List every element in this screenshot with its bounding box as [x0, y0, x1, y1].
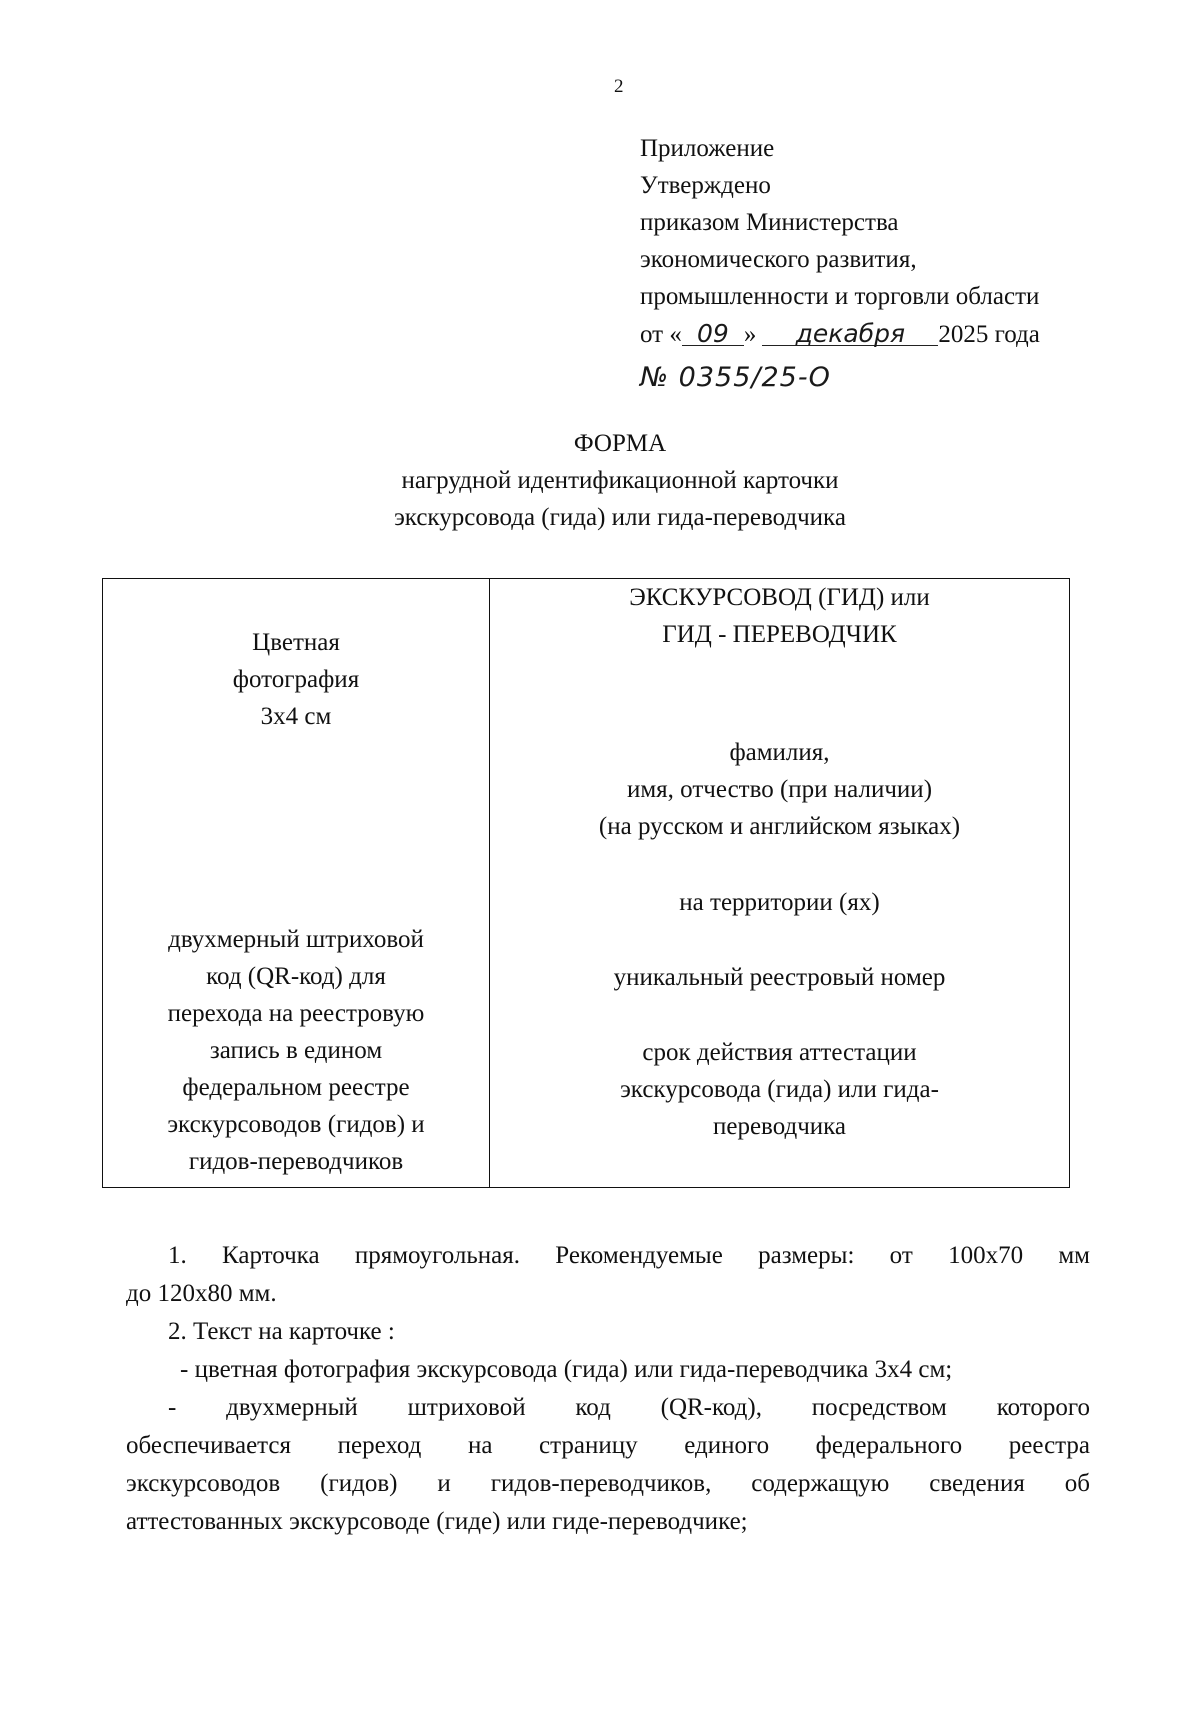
id-card-table: [102, 578, 1070, 1188]
qr-label: экскурсоводов (гидов) и: [167, 1111, 425, 1138]
appendix-line: приказом Министерства: [640, 209, 899, 236]
territory-field: на территории (ях): [679, 889, 880, 916]
qr-label: двухмерный штриховой: [168, 926, 424, 953]
fio-label: фамилия,: [729, 739, 830, 766]
validity-label: переводчика: [712, 1113, 847, 1140]
photo-label: Цветная: [252, 629, 340, 656]
date-prefix: от «: [640, 321, 682, 348]
appendix-line: экономического развития,: [640, 246, 917, 273]
qr-label: федеральном реестре: [182, 1074, 410, 1101]
paragraph-4-line: аттестованных экскурсоводе (гиде) или гиде-переводчике;: [126, 1508, 748, 1535]
date-year: 2025 года: [938, 321, 1040, 348]
fio-label: (на русском и английском языках): [598, 813, 961, 840]
fio-label: имя, отчество (при наличии): [626, 776, 933, 803]
date-mid: »: [743, 321, 757, 348]
card-heading: [490, 579, 1069, 653]
paragraph-3: - цветная фотография экскурсовода (гида) или гида-переводчика 3х4 см;: [180, 1356, 953, 1383]
qr-label: запись в едином: [209, 1037, 383, 1064]
card-right-column: [490, 579, 1069, 1187]
photo-label: фотография: [232, 666, 360, 693]
body-text: [126, 1237, 1090, 1541]
validity-label: срок действия аттестации: [642, 1039, 917, 1066]
card-heading-line: ЭКСКУРСОВОД (ГИД) или: [629, 584, 930, 611]
form-title-subtitle: нагрудной идентификационной карточки: [401, 467, 839, 494]
paragraph-4-line: экскурсоводов (гидов) и гидов-переводчиков, содержащую сведения об: [126, 1470, 1090, 1497]
appendix-line: Приложение: [640, 135, 775, 162]
full-name-field: [490, 734, 1069, 845]
validity-field: [490, 1034, 1069, 1145]
appendix-block: [640, 130, 1040, 396]
form-title: [0, 425, 1200, 536]
order-date-line: [640, 315, 1040, 353]
page-number: 2: [614, 76, 624, 97]
form-title-subtitle: экскурсовода (гида) или гида-переводчика: [394, 504, 846, 531]
card-left-column: [103, 579, 490, 1187]
validity-label: экскурсовода (гида) или гида-: [620, 1076, 939, 1103]
handwritten-order-number: № 0355/25-О: [640, 362, 831, 393]
appendix-line: промышленности и торговли области: [640, 283, 1040, 310]
paragraph-1-line: 1. Карточка прямоугольная. Рекомендуемые размеры: от 100х70 мм: [168, 1242, 1090, 1269]
paragraph-2: 2. Текст на карточке :: [168, 1318, 395, 1345]
card-heading-line: ГИД - ПЕРЕВОДЧИК: [662, 621, 897, 648]
photo-label: 3х4 см: [260, 703, 332, 730]
appendix-line: Утверждено: [640, 172, 771, 199]
qr-code-placeholder: [103, 921, 489, 1180]
paragraph-1-line: до 120х80 мм.: [126, 1280, 277, 1307]
qr-label: код (QR-код) для: [206, 963, 386, 990]
registry-number-field: уникальный реестровый номер: [613, 964, 946, 991]
handwritten-month: декабря: [762, 315, 938, 346]
qr-label: гидов-переводчиков: [188, 1148, 404, 1175]
photo-placeholder: [103, 624, 489, 735]
paragraph-4-line: - двухмерный штриховой код (QR-код), посредством которого: [168, 1394, 1090, 1421]
qr-label: перехода на реестровую: [167, 1000, 425, 1027]
form-title-heading: ФОРМА: [573, 430, 667, 457]
handwritten-day: 09: [682, 315, 744, 346]
paragraph-4-line: обеспечивается переход на страницу единого федерального реестра: [126, 1432, 1090, 1459]
